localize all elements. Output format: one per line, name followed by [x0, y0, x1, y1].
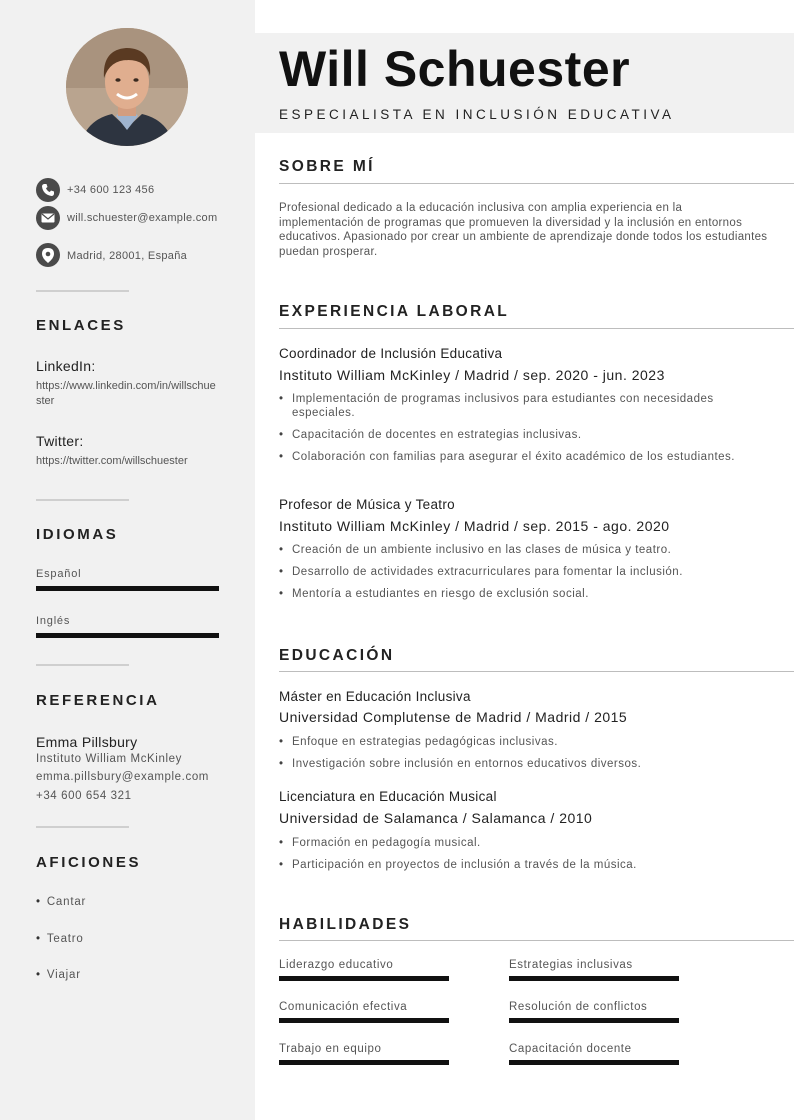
skill-level-bar — [279, 1060, 449, 1065]
hobby-item: • Teatro — [36, 933, 84, 945]
location-pin-icon — [36, 243, 60, 267]
bullet-item: • Colaboración con familias para asegurar el éxito académico de los estudiantes. — [279, 450, 769, 464]
reference-heading: REFERENCIA — [36, 692, 160, 709]
divider — [36, 499, 129, 501]
phone-icon — [36, 178, 60, 202]
bullet-item: • Implementación de programas inclusivos para estudiantes con necesidades especiales. — [279, 392, 769, 420]
bullet-item: • Investigación sobre inclusión en entornos educativos diversos. — [279, 757, 769, 771]
person-name: Will Schuester — [279, 41, 631, 97]
bullet-item: • Participación en proyectos de inclusión a través de la música. — [279, 858, 769, 872]
experience-heading: EXPERIENCIA LABORAL — [279, 303, 510, 320]
hobby-label: Teatro — [46, 933, 84, 945]
profile-photo — [66, 28, 188, 146]
education-entry-subtitle: Universidad de Salamanca / Salamanca / 2010 — [279, 810, 593, 826]
envelope-icon — [36, 206, 60, 230]
hobby-label: Cantar — [46, 896, 87, 908]
contact-phone — [36, 178, 219, 202]
divider — [36, 290, 129, 292]
language-name: Español — [36, 568, 82, 580]
education-entry-subtitle: Universidad Complutense de Madrid / Madrid / 2015 — [279, 709, 628, 725]
skill-name: Comunicación efectiva — [279, 1001, 408, 1013]
contact-email — [36, 206, 219, 230]
education-entry-title: Máster en Educación Inclusiva — [279, 689, 471, 704]
phone-text: +34 600 123 456 — [67, 184, 155, 196]
reference-phone: +34 600 654 321 — [36, 790, 132, 802]
reference-name: Emma Pillsbury — [36, 734, 138, 750]
section-rule — [279, 183, 794, 184]
links-heading: ENLACES — [36, 317, 126, 334]
job-entry-subtitle: Instituto William McKinley / Madrid / sep. 2020 - jun. 2023 — [279, 367, 665, 383]
section-rule — [279, 671, 794, 672]
about-text: Profesional dedicado a la educación inclusiva con amplia experiencia en la implementación de programas que promueven la diversidad y la inclusión en entornos educativos. Apasionado por crear un ambiente de aprendizaje donde todos los estudiantes puedan prosperar. — [279, 202, 768, 259]
linkedin-label: LinkedIn: — [36, 358, 96, 374]
contact-location — [36, 243, 219, 267]
education-entry-bullets — [279, 735, 769, 779]
location-text: Madrid, 28001, España — [67, 250, 188, 262]
skill-level-bar — [279, 976, 449, 981]
section-rule — [279, 940, 794, 941]
section-rule — [279, 328, 794, 329]
skill-level-bar — [509, 1018, 679, 1023]
sidebar — [0, 0, 255, 1120]
hobby-item: • Cantar — [36, 896, 87, 908]
skill-name: Resolución de conflictos — [509, 1001, 648, 1013]
twitter-label: Twitter: — [36, 433, 84, 449]
divider — [36, 664, 129, 666]
hobby-label: Viajar — [46, 969, 81, 981]
skill-name: Trabajo en equipo — [279, 1043, 382, 1055]
skill-name: Estrategias inclusivas — [509, 959, 633, 971]
language-level-bar — [36, 586, 219, 591]
linkedin-link[interactable]: https://www.linkedin.com/in/willschuester — [36, 380, 216, 407]
job-entry-bullets — [279, 392, 769, 472]
skill-level-bar — [279, 1018, 449, 1023]
job-entry-bullets — [279, 543, 769, 609]
language-name: Inglés — [36, 615, 71, 627]
email-text[interactable]: will.schuester@example.com — [67, 212, 218, 224]
bullet-item: • Formación en pedagogía musical. — [279, 836, 769, 850]
bullet-item: • Enfoque en estrategias pedagógicas inclusivas. — [279, 735, 769, 749]
main-content — [255, 0, 794, 1120]
language-level-bar — [36, 633, 219, 638]
reference-email[interactable]: emma.pillsbury@example.com — [36, 771, 209, 783]
hobbies-heading: AFICIONES — [36, 854, 142, 871]
education-heading: EDUCACIÓN — [279, 647, 395, 664]
skill-level-bar — [509, 1060, 679, 1065]
hobby-item: • Viajar — [36, 969, 81, 981]
job-entry-subtitle: Instituto William McKinley / Madrid / sep. 2015 - ago. 2020 — [279, 518, 670, 534]
twitter-link[interactable]: https://twitter.com/willschuester — [36, 455, 188, 467]
languages-heading: IDIOMAS — [36, 526, 119, 543]
job-entry-title: Profesor de Música y Teatro — [279, 497, 455, 512]
education-entry-bullets — [279, 836, 769, 880]
job-entry-title: Coordinador de Inclusión Educativa — [279, 346, 503, 361]
bullet-item: • Desarrollo de actividades extracurriculares para fomentar la inclusión. — [279, 565, 769, 579]
skill-name: Capacitación docente — [509, 1043, 632, 1055]
about-heading: SOBRE MÍ — [279, 158, 375, 175]
education-entry-title: Licenciatura en Educación Musical — [279, 789, 497, 804]
job-title: ESPECIALISTA EN INCLUSIÓN EDUCATIVA — [279, 107, 675, 122]
reference-organization: Instituto William McKinley — [36, 753, 182, 765]
divider — [36, 826, 129, 828]
skill-level-bar — [509, 976, 679, 981]
bullet-item: • Mentoría a estudiantes en riesgo de exclusión social. — [279, 587, 769, 601]
bullet-item: • Creación de un ambiente inclusivo en las clases de música y teatro. — [279, 543, 769, 557]
bullet-item: • Capacitación de docentes en estrategias inclusivas. — [279, 428, 769, 442]
skill-name: Liderazgo educativo — [279, 959, 394, 971]
skills-heading: HABILIDADES — [279, 916, 412, 933]
